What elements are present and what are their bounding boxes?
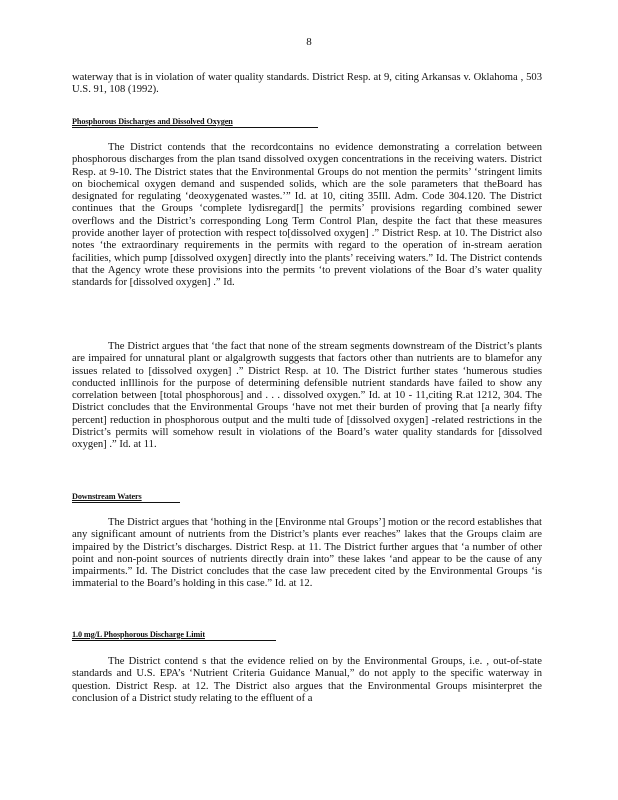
paragraph-continuation bbox=[72, 72, 542, 97]
paragraph-text: The District contends that the recordcontains no evidence demonstrating a correlation between phosphorous discharges from the plan tsand dissolved oxygen concentrations in the receiving waters. District Resp. at 9-10. The District states that the Environmental Groups do not mention the permits’ ‘stringent limits on biochemical oxygen demand and suspended solids, which are the sole parameters that theBoard has designated for regulating ‘deoxygenated wastes.’” Id. at 10, citing 35Ill. Adm. Code 304.120. The District continues that the Groups ‘complete lydisregard[] the permits’ provisions regarding combined sewer overflows and the District’s corresponding Long Term Control Plan, despite the fact that these measures provide another layer of protection with respect to[dissolved oxygen] .” District Resp. at 10. The District also notes ‘the extraordinary requirements in the permits with regard to the operation of in-stream aeration facilities, which pump [dissolved oxygen] directly into the plants’ receiving waters.” Id. The District contends that the Agency wrote these provisions into the permits ‘to prevent violations of the Boar d’s water quality standards for [dissolved oxygen] .” Id. bbox=[72, 142, 542, 289]
paragraph-text: waterway that is in violation of water quality standards. District Resp. at 9, citing Arkansas v. Oklahoma , 503 U.S. 91, 108 (1992). bbox=[72, 72, 542, 96]
paragraph bbox=[72, 656, 542, 705]
paragraph bbox=[72, 517, 542, 591]
paragraph-text: The District contend s that the evidence relied on by the Environmental Groups, i.e. , out-of-state standards and U.S. EPA’s ‘Nutrient Criteria Guidance Manual,” do not apply to the specific waterway in question. District Resp. at 12. The District also argues that the Environmental Groups misinterpret the conclusion of a District study relating to the effluent of a bbox=[72, 656, 542, 704]
section-heading-phosphorous-limit: 1.0 mg/L Phosphorous Discharge Limit bbox=[72, 630, 276, 641]
paragraph-text: The District argues that ‘the fact that none of the stream segments downstream of the District’s plants are impaired for unnatural plant or algalgrowth suggests that factors other than nutrients are to blamefor any issues related to [dissolved oxygen] .” District Resp. at 10. The District further states ‘humerous studies conducted inIllinois for the purpose of determining defensible nutrient standards have failed to show any correlation between [total phosphorous] and . . . dissolved oxygen.” Id. at 10 - 11,citing R.at 1212, 304. The District concludes that the Environmental Groups ‘have not met their burden of proving that [a nearly fifty percent] reduction in phosphorous output and the multi tude of [dissolved oxygen] -related restrictions in the District’s permits will somehow result in violations of the Board’s water quality standards for [dissolved oxygen] .” Id. at 11. bbox=[72, 341, 542, 451]
page-number: 8 bbox=[306, 36, 312, 48]
paragraph bbox=[72, 142, 542, 290]
paragraph-text: The District argues that ‘hothing in the [Environme ntal Groups’] motion or the record establishes that any significant amount of nutrients from the District’s plants ever reaches” lakes that the Groups claim are impaired by the District’s discharges. District Resp. at 11. The District further argues that ‘a number of other point and non-point sources of nutrients directly drain into” these lakes ‘and appear to be the cause of any impairments.” Id. The District concludes that the case law precedent cited by the Environmental Groups ‘is immaterial to the Board’s holding in this case.” Id. at 12. bbox=[72, 517, 542, 590]
section-heading-phosphorous-discharges: Phosphorous Discharges and Dissolved Oxygen bbox=[72, 117, 318, 128]
section-heading-downstream-waters: Downstream Waters bbox=[72, 492, 180, 503]
paragraph bbox=[72, 341, 542, 452]
